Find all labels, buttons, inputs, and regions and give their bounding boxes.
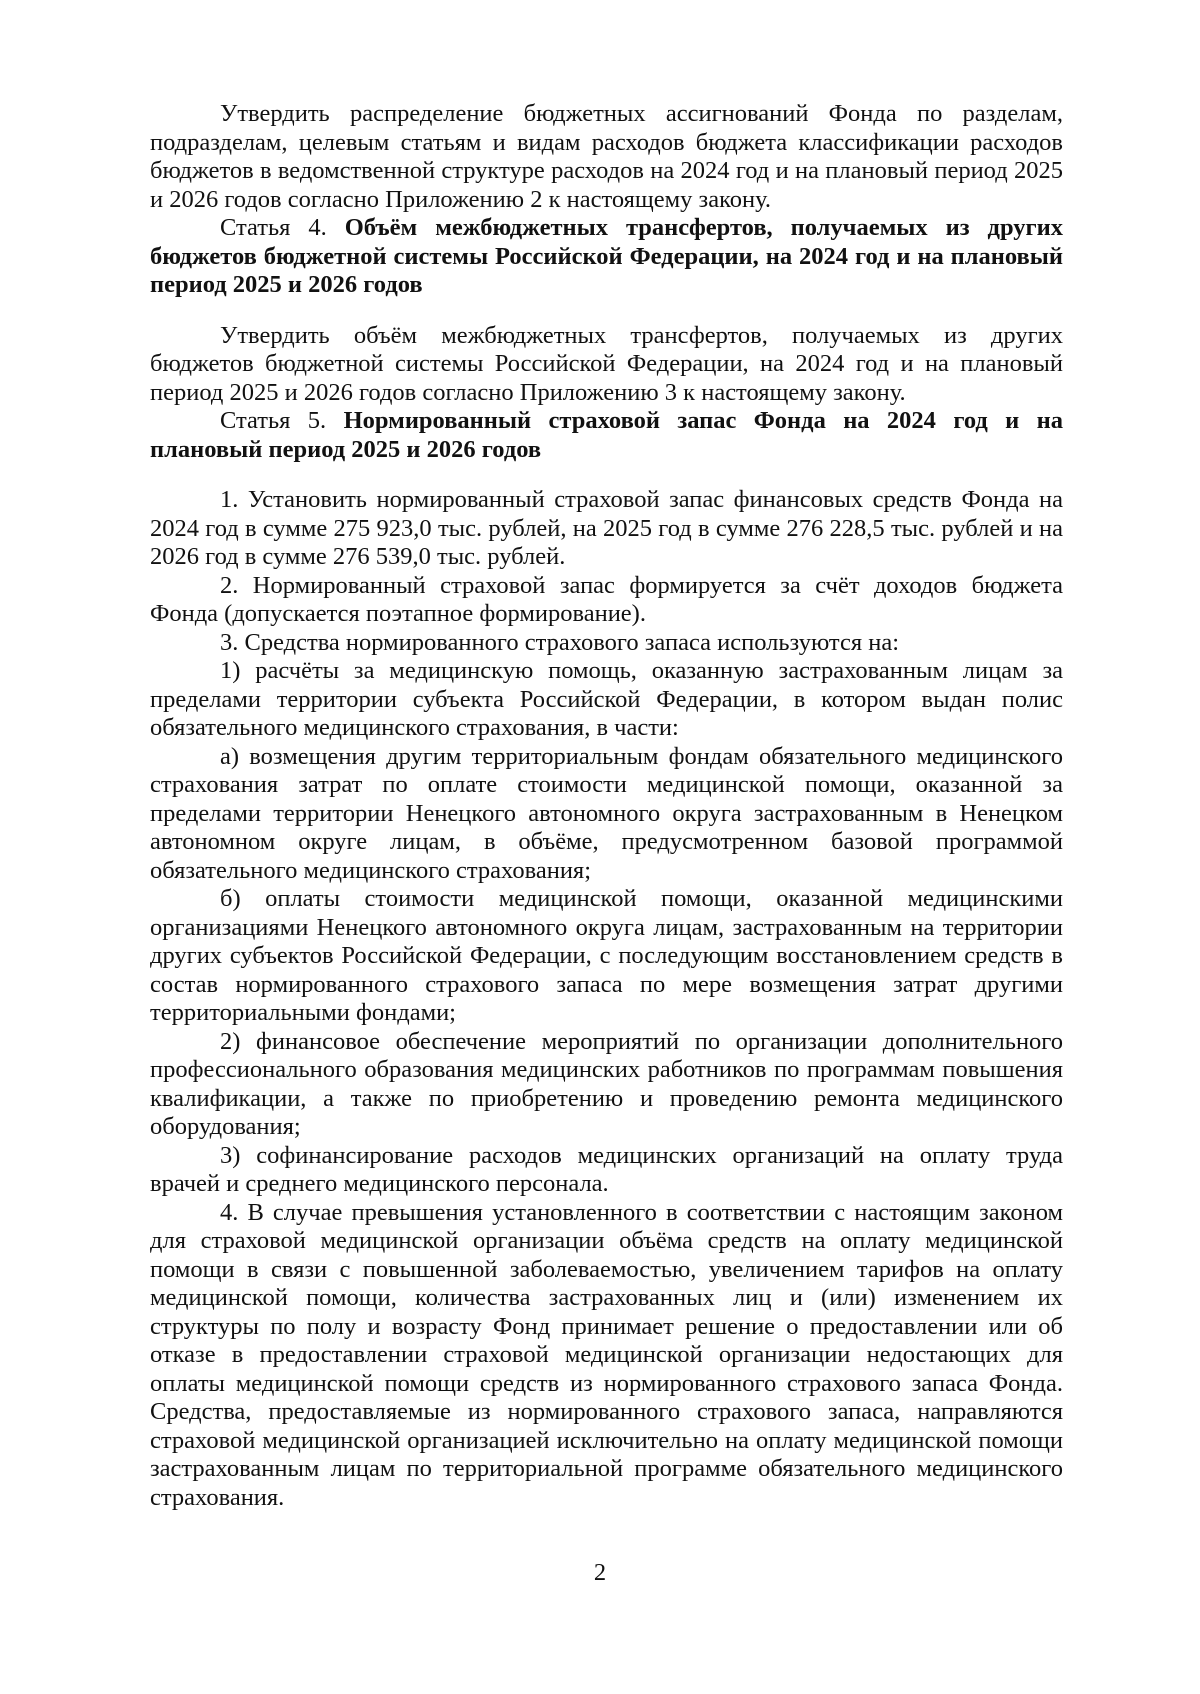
article-4-heading: [150, 214, 1063, 300]
intro-paragraph: Утвердить распределение бюджетных ассигнований Фонда по разделам, подразделам, целевым статьям и видам расходов бюджета классификации расходов бюджетов в ведомственной структуре расходов на 2024 год и на плановый период 2025 и 2026 годов согласно Приложению 2 к настоящему закону.: [150, 100, 1063, 213]
article-5-subitem-3-1-a: а) возмещения другим территориальным фондам обязательного медицинского страхования затрат по оплате стоимости медицинской помощи, оказанной за пределами территории Ненецкого автономного округа застрахованным в Ненецком автономном округе лицам, в объёме, предусмотренном базовой программой обязательного медицинского страхования;: [150, 742, 1063, 884]
article-4-body: Утвердить объём межбюджетных трансфертов, получаемых из других бюджетов бюджетной системы Российской Федерации, на 2024 год и на плановый период 2025 и 2026 годов согласно Приложению 3 к настоящему закону.: [150, 321, 1063, 406]
article-5-subitem-3-2: 2) финансовое обеспечение мероприятий по организации дополнительного профессионального образования медицинских работников по программам повышения квалификации, а также по приобретению и проведению ремонта медицинского оборудования;: [150, 1027, 1063, 1140]
article-5-subitem-3-1-b: б) оплаты стоимости медицинской помощи, оказанной медицинскими организациями Ненецкого автономного округа лицам, застрахованным на территории других субъектов Российской Федерации, с последующим восстановлением средств в состав нормированного страхового запаса по мере возмещения затрат другими территориальными фондами;: [150, 885, 1063, 1026]
article-4-prefix: Статья 4.: [220, 214, 327, 241]
article-5-subitem-3-3: 3) софинансирование расходов медицинских организаций на оплату труда врачей и среднего медицинского персонала.: [150, 1141, 1063, 1197]
page-number: 2: [593, 1559, 607, 1586]
article-5-item-4: 4. В случае превышения установленного в соответствии с настоящим законом для страховой медицинской организации объёма средств на оплату медицинской помощи в связи с повышенной заболеваемостью, увеличением тарифов на оплату медицинской помощи, количества застрахованных лиц и (или) изменением их структуры по полу и возрасту Фонд принимает решение о предоставлении или об отказе в предоставлении страховой медицинской организации недостающих для оплаты медицинской помощи средств из нормированного страхового запаса Фонда. Средства, предоставляемые из нормированного страхового запаса, направляются страховой медицинской организацией исключительно на оплату медицинской помощи застрахованным лицам по территориальной программе обязательного медицинского страхования.: [150, 1198, 1063, 1511]
article-5-item-2: 2. Нормированный страховой запас формируется за счёт доходов бюджета Фонда (допускается поэтапное формирование).: [150, 571, 1063, 627]
article-4-title: Объём межбюджетных трансфертов, получаемых из других бюджетов бюджетной системы Российской Федерации, на 2024 год и на плановый период 2025 и 2026 годов: [150, 214, 1063, 298]
document-page: [150, 100, 1063, 1512]
article-5-prefix: Статья 5.: [220, 407, 327, 434]
article-5-item-1: 1. Установить нормированный страховой запас финансовых средств Фонда на 2024 год в сумме 275 923,0 тыс. рублей, на 2025 год в сумме 276 228,5 тыс. рублей и на 2026 год в сумме 276 539,0 тыс. рублей.: [150, 486, 1063, 570]
article-5-item-3: 3. Средства нормированного страхового запаса используются на:: [220, 628, 900, 656]
article-5-title: Нормированный страховой запас Фонда на 2024 год и на плановый период 2025 и 2026 годов: [150, 407, 1064, 463]
article-5-subitem-3-1: 1) расчёты за медицинскую помощь, оказанную застрахованным лицам за пределами территории субъекта Российской Федерации, в котором выдан полис обязательного медицинского страхования, в части:: [150, 657, 1063, 741]
article-5-heading: [150, 407, 1063, 464]
